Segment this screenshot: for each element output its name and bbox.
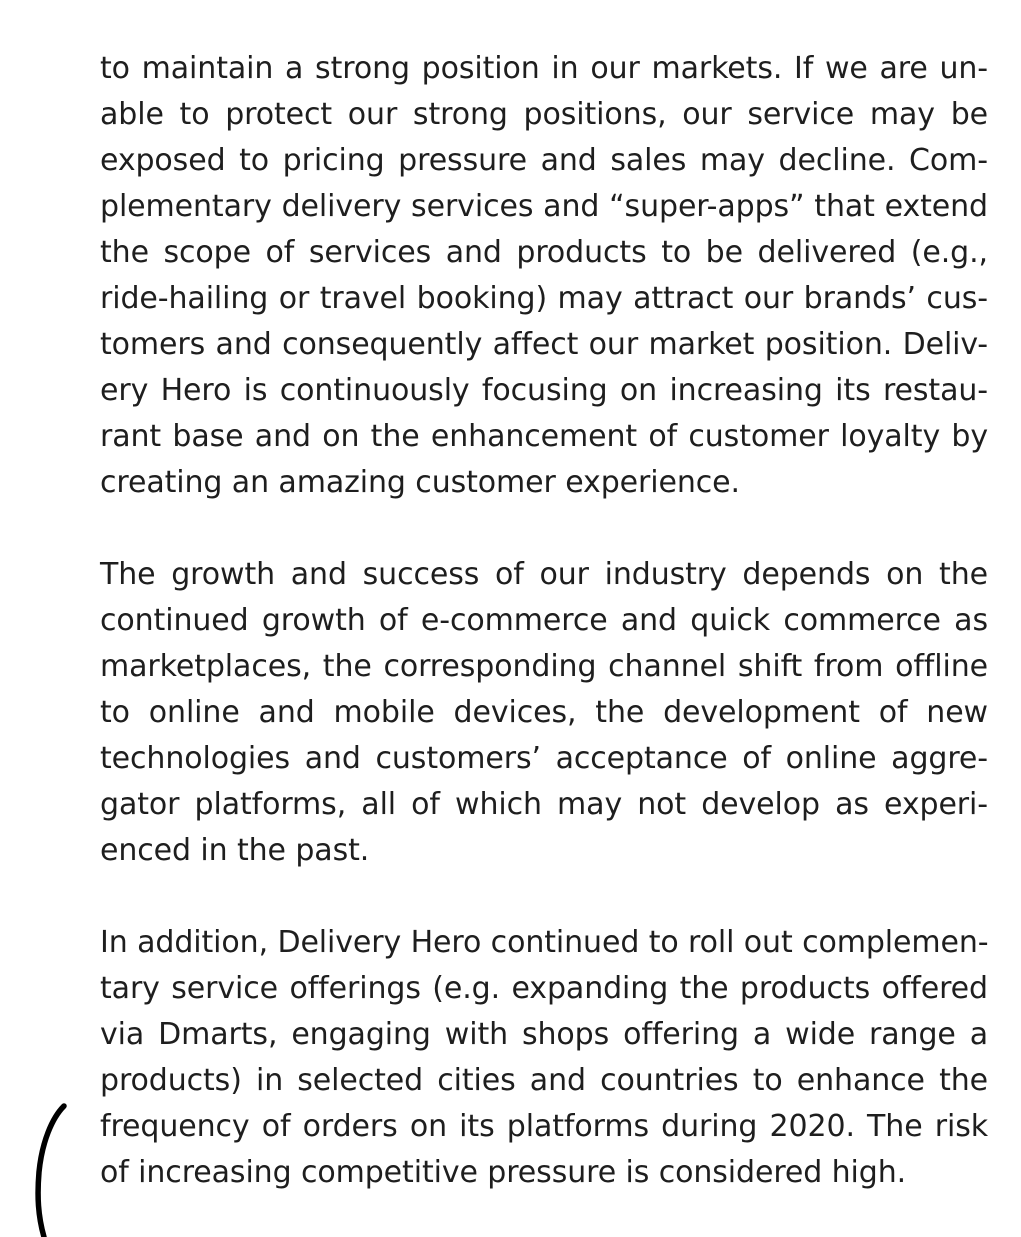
handwritten-bracket-mark [0,1090,80,1237]
text-line: the scope of services and products to be delivered (e.g., [100,235,988,270]
text-line: technologies and customers’ acceptance of online aggre- [100,741,988,776]
text-line: of increasing competitive pressure is considered high. [100,1155,907,1190]
text-line: ery Hero is continuously focusing on increasing its restau- [100,373,988,408]
paragraph-service-offerings [100,920,988,1196]
text-line: marketplaces, the corresponding channel shift from offline [100,649,988,684]
text-line: via Dmarts, engaging with shops offering a wide range a [100,1017,988,1052]
text-line: ride-hailing or travel booking) may attract our brands’ cus- [100,281,988,316]
text-line: In addition, Delivery Hero continued to roll out complemen- [100,925,989,960]
text-line: tary service offerings (e.g. expanding the products offered [100,971,988,1006]
text-line: to online and mobile devices, the development of new [100,695,988,730]
text-line: creating an amazing customer experience. [100,465,740,500]
paragraph-competition-position [100,46,988,506]
text-line: continued growth of e-commerce and quick commerce as [100,603,988,638]
text-line: frequency of orders on its platforms during 2020. The risk [100,1109,988,1144]
text-line: gator platforms, all of which may not develop as experi- [100,787,988,822]
text-line: tomers and consequently affect our market position. Deliv- [100,327,988,362]
text-line: enced in the past. [100,833,370,868]
text-line: products) in selected cities and countries to enhance the [100,1063,988,1098]
text-line: able to protect our strong positions, our service may be [100,97,988,132]
text-line: to maintain a strong position in our markets. If we are un- [100,51,988,86]
text-line: rant base and on the enhancement of customer loyalty by [100,419,988,454]
paragraph-industry-growth [100,552,988,874]
text-line: The growth and success of our industry depends on the [100,557,988,592]
text-line: exposed to pricing pressure and sales may decline. Com- [100,143,988,178]
bracket-stroke [38,1106,64,1237]
text-line: plementary delivery services and “super-apps” that extend [100,189,988,224]
